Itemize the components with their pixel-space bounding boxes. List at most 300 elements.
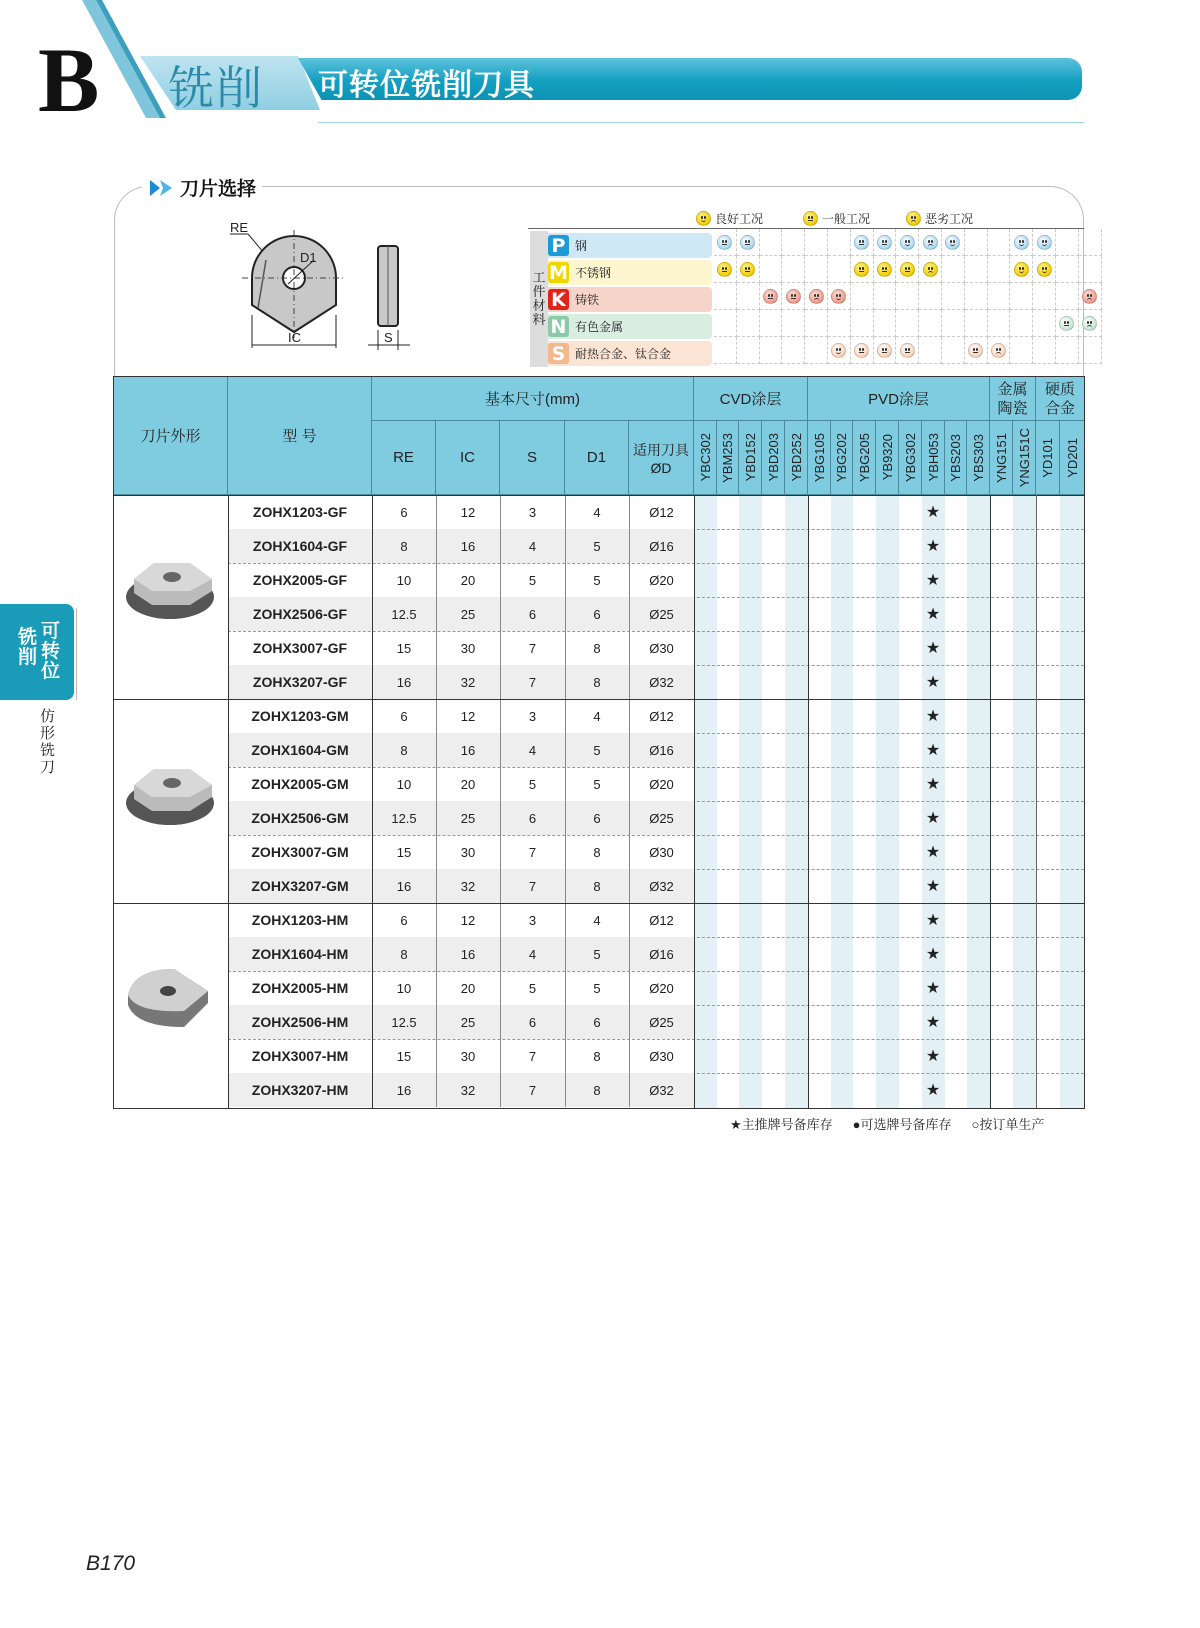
star-icon: ★: [925, 980, 941, 997]
ic-cell: 16: [460, 538, 476, 554]
col-header-grade: YBD203: [762, 421, 785, 495]
material-rating-cell: [1079, 283, 1102, 310]
material-name: 耐热合金、钛合金: [575, 347, 672, 361]
s-cell: 7: [528, 1048, 537, 1064]
material-row-m: [548, 260, 712, 285]
material-rating-cell: [737, 283, 760, 310]
re-cell: 16: [396, 1082, 412, 1098]
cell-divider: [629, 869, 630, 903]
cell-divider: [565, 665, 566, 699]
material-rating-cell: [760, 256, 783, 283]
d1-cell: 8: [593, 844, 601, 860]
material-rating-cell: [965, 310, 988, 337]
material-rating-cell: [896, 337, 919, 364]
sad-face-icon: [1082, 316, 1097, 331]
re-cell: 10: [396, 980, 412, 996]
neutral-face-icon: [740, 262, 755, 277]
cell-divider: [436, 529, 437, 563]
material-rating-cell: [805, 337, 828, 364]
col-divider: [372, 495, 373, 1108]
col-header-grade: YBG205: [853, 421, 876, 495]
cell-divider: [629, 665, 630, 699]
re-cell: 15: [396, 1048, 412, 1064]
cell-divider: [565, 1039, 566, 1073]
smile-icon: [1037, 235, 1052, 250]
col-header-grade: YBD152: [739, 421, 762, 495]
s-cell: 5: [528, 572, 537, 588]
cell-divider: [565, 699, 566, 733]
material-rating-cell: [1079, 229, 1102, 256]
col-header-grade: YBH053: [922, 421, 945, 495]
model-cell: ZOHX1203-GM: [251, 708, 349, 724]
material-name: 钢: [575, 239, 588, 253]
cell-divider: [629, 903, 630, 937]
col-header-grade: YB9320: [876, 421, 899, 495]
material-rating-cell: [896, 283, 919, 310]
col-header-grade: YD201: [1060, 421, 1084, 495]
cell-divider: [629, 699, 630, 733]
col-header-grade: YNG151C: [1013, 421, 1036, 495]
cell-divider: [436, 1039, 437, 1073]
neutral-face-icon: [763, 289, 778, 304]
material-rating-cell: [919, 229, 942, 256]
cell-divider: [629, 495, 630, 529]
col-header-grade: YBC302: [694, 421, 717, 495]
star-icon: ★: [925, 776, 941, 793]
cell-divider: [500, 971, 501, 1005]
material-rating-cell: [714, 283, 737, 310]
material-row-n: [548, 314, 712, 339]
material-rating-cell: [782, 337, 805, 364]
s-cell: 3: [528, 708, 537, 724]
cell-divider: [565, 835, 566, 869]
tool-dia-cell: Ø12: [649, 912, 674, 928]
star-icon: ★: [925, 742, 941, 759]
cell-divider: [565, 869, 566, 903]
material-code-badge: S: [548, 343, 569, 364]
material-rating-cell: [965, 256, 988, 283]
material-rating-cell: [760, 283, 783, 310]
d1-cell: 6: [593, 810, 601, 826]
material-rating-cell: [760, 310, 783, 337]
material-code-badge: M: [549, 261, 568, 284]
re-cell: 16: [396, 878, 412, 894]
material-rating-cell: [782, 310, 805, 337]
star-icon: ★: [925, 912, 941, 929]
group-divider: [114, 699, 1084, 700]
material-rating-cell: [896, 229, 919, 256]
side-tab-divider: [76, 608, 77, 700]
cell-divider: [629, 1005, 630, 1039]
legend-bad: 恶劣工况: [906, 210, 973, 227]
material-rating-cell: [737, 310, 760, 337]
material-rating-cell: [1010, 310, 1033, 337]
tool-dia-cell: Ø30: [649, 1048, 674, 1064]
ic-cell: 25: [460, 1014, 476, 1030]
re-cell: 6: [400, 708, 408, 724]
model-cell: ZOHX2506-HM: [251, 1014, 349, 1030]
material-row-s: [548, 341, 712, 366]
material-rating-cell: [851, 283, 874, 310]
material-name: 不锈钢: [575, 266, 612, 280]
footnote-legend: [730, 1114, 1044, 1133]
d1-cell: 5: [593, 946, 601, 962]
material-rating-cell: [942, 256, 965, 283]
ic-cell: 12: [460, 504, 476, 520]
re-cell: 6: [400, 504, 408, 520]
cell-divider: [565, 495, 566, 529]
tool-dia-cell: Ø20: [649, 776, 674, 792]
s-cell: 6: [528, 606, 537, 622]
s-cell: 5: [528, 980, 537, 996]
material-rating-cell: [782, 256, 805, 283]
smile-icon: [696, 211, 711, 226]
footnote-circle: ○按订单生产: [971, 1117, 1045, 1132]
material-rating-cell: [851, 256, 874, 283]
material-rating-cell: [1056, 337, 1079, 364]
col-header-grade: YBG105: [808, 421, 831, 495]
neutral-face-icon: [900, 262, 915, 277]
model-cell: ZOHX3207-GF: [252, 674, 348, 690]
star-icon: ★: [925, 1048, 941, 1065]
tool-dia-cell: Ø32: [649, 1082, 674, 1098]
material-rating-cell: [714, 337, 737, 364]
cell-divider: [436, 971, 437, 1005]
material-rating-cell: [805, 256, 828, 283]
smile-icon: [831, 289, 846, 304]
cell-divider: [629, 801, 630, 835]
material-rating-cell: [896, 256, 919, 283]
material-rating-cell: [919, 283, 942, 310]
label-s: S: [384, 330, 393, 345]
col-divider: [228, 495, 229, 1108]
material-rating-cell: [737, 256, 760, 283]
cell-divider: [565, 971, 566, 1005]
cell-divider: [436, 495, 437, 529]
cell-divider: [565, 937, 566, 971]
material-rating-cell: [1010, 229, 1033, 256]
cell-divider: [436, 869, 437, 903]
material-rating-cell: [942, 310, 965, 337]
cell-divider: [565, 1073, 566, 1107]
model-cell: ZOHX1604-HM: [251, 946, 349, 962]
cell-divider: [500, 597, 501, 631]
sad-face-icon: [923, 262, 938, 277]
neutral-face-icon: [877, 343, 892, 358]
star-icon: ★: [925, 708, 941, 725]
material-rating-cell: [965, 337, 988, 364]
material-rating-cell: [714, 310, 737, 337]
s-cell: 7: [528, 674, 537, 690]
cell-divider: [436, 835, 437, 869]
s-cell: 7: [528, 878, 537, 894]
s-cell: 3: [528, 912, 537, 928]
col-header-grade: YBD252: [785, 421, 808, 495]
cell-divider: [629, 767, 630, 801]
cell-divider: [500, 937, 501, 971]
cell-divider: [565, 563, 566, 597]
insert-drawing: [228, 220, 418, 360]
ic-cell: 20: [460, 980, 476, 996]
tool-dia-cell: Ø16: [649, 946, 674, 962]
tool-dia-cell: Ø12: [649, 504, 674, 520]
re-cell: 8: [400, 946, 408, 962]
material-rating-cell: [828, 283, 851, 310]
cell-divider: [500, 1073, 501, 1107]
page-number: B170: [86, 1552, 136, 1575]
cell-divider: [436, 903, 437, 937]
insert-image-hm: [124, 965, 216, 1031]
s-cell: 3: [528, 504, 537, 520]
neutral-face-icon: [968, 343, 983, 358]
cell-divider: [436, 767, 437, 801]
material-rating-cell: [805, 229, 828, 256]
tool-dia-cell: Ø25: [649, 810, 674, 826]
s-cell: 7: [528, 844, 537, 860]
material-rating-cell: [988, 229, 1011, 256]
cell-divider: [500, 529, 501, 563]
re-cell: 8: [400, 538, 408, 554]
col-divider: [808, 495, 809, 1108]
sad-face-icon: [906, 211, 921, 226]
material-rating-cell: [828, 337, 851, 364]
material-code-badge: P: [548, 235, 569, 256]
model-cell: ZOHX2005-GM: [251, 776, 349, 792]
cell-divider: [629, 563, 630, 597]
material-rating-cell: [1033, 229, 1056, 256]
s-cell: 4: [528, 538, 537, 554]
cell-divider: [565, 631, 566, 665]
col-header-grade: YD101: [1036, 421, 1060, 495]
col-divider: [694, 495, 695, 1108]
col-header-grade: YBS203: [945, 421, 967, 495]
material-rating-cell: [874, 310, 897, 337]
footnote-dot: ●可选牌号备库存: [852, 1117, 952, 1132]
cell-divider: [565, 903, 566, 937]
cell-divider: [500, 1039, 501, 1073]
col-divider: [1036, 495, 1037, 1108]
cell-divider: [436, 699, 437, 733]
material-rating-cell: [714, 256, 737, 283]
cell-divider: [565, 801, 566, 835]
ic-cell: 32: [460, 674, 476, 690]
cell-divider: [629, 529, 630, 563]
cell-divider: [565, 529, 566, 563]
side-tab-label-indexable: 可转位: [41, 621, 61, 682]
material-name: 铸铁: [575, 293, 600, 307]
material-rating-cell: [1010, 283, 1033, 310]
re-cell: 8: [400, 742, 408, 758]
cell-divider: [500, 835, 501, 869]
re-cell: 12.5: [391, 606, 417, 622]
cell-divider: [500, 495, 501, 529]
col-header-pvd: PVD涂层: [808, 377, 990, 421]
material-rating-cell: [1079, 256, 1102, 283]
d1-cell: 8: [593, 674, 601, 690]
col-header-shape: 刀片外形: [114, 377, 228, 495]
ic-cell: 12: [460, 912, 476, 928]
material-rating-cell: [1079, 337, 1102, 364]
model-cell: ZOHX1604-GM: [251, 742, 349, 758]
material-rating-cell: [965, 283, 988, 310]
cell-divider: [500, 801, 501, 835]
d1-cell: 8: [593, 640, 601, 656]
cell-divider: [629, 631, 630, 665]
cell-divider: [436, 631, 437, 665]
model-cell: ZOHX2506-GM: [251, 810, 349, 826]
star-icon: ★: [925, 1082, 941, 1099]
neutral-face-icon: [803, 211, 818, 226]
cell-divider: [500, 767, 501, 801]
d1-cell: 4: [593, 504, 601, 520]
material-rating-cell: [851, 310, 874, 337]
col-header-carbide: 硬质 合金: [1036, 377, 1084, 421]
model-cell: ZOHX1604-GF: [252, 538, 348, 554]
material-rating-cell: [1056, 229, 1079, 256]
model-cell: ZOHX2506-GF: [252, 606, 348, 622]
material-rating-cell: [1079, 310, 1102, 337]
insert-table: [113, 376, 1085, 1109]
cell-divider: [629, 971, 630, 1005]
tool-dia-cell: Ø25: [649, 1014, 674, 1030]
col-header-tool-dia: 适用刀具 ØD: [629, 421, 694, 495]
re-cell: 10: [396, 776, 412, 792]
ic-cell: 25: [460, 606, 476, 622]
material-rating-cell: [919, 337, 942, 364]
ic-cell: 16: [460, 742, 476, 758]
star-icon: ★: [925, 946, 941, 963]
material-rating-cell: [874, 256, 897, 283]
star-icon: ★: [925, 878, 941, 895]
star-icon: ★: [925, 674, 941, 691]
d1-cell: 6: [593, 606, 601, 622]
section-title-text: 刀片选择: [180, 179, 257, 200]
label-d1: D1: [300, 250, 317, 265]
model-cell: ZOHX2005-GF: [252, 572, 348, 588]
material-rating-cell: [851, 337, 874, 364]
material-rating-cell: [1056, 256, 1079, 283]
sad-face-icon: [809, 289, 824, 304]
star-icon: ★: [925, 572, 941, 589]
material-rating-cell: [828, 256, 851, 283]
material-rating-cell: [988, 337, 1011, 364]
tool-dia-cell: Ø20: [649, 572, 674, 588]
material-rating-cell: [1056, 310, 1079, 337]
col-header-s: S: [500, 421, 565, 495]
sad-face-icon: [991, 343, 1006, 358]
cell-divider: [565, 1005, 566, 1039]
material-rating-cell: [851, 229, 874, 256]
neutral-face-icon: [1059, 316, 1074, 331]
material-row-p: [548, 233, 712, 258]
cell-divider: [436, 937, 437, 971]
footnote-star: ★主推牌号备库存: [730, 1117, 833, 1132]
model-cell: ZOHX1203-GF: [252, 504, 348, 520]
material-rating-cell: [1033, 256, 1056, 283]
col-header-ic: IC: [436, 421, 500, 495]
material-rating-cell: [737, 337, 760, 364]
re-cell: 12.5: [391, 810, 417, 826]
material-rating-cell: [805, 283, 828, 310]
material-rating-cell: [760, 229, 783, 256]
material-rating-cell: [1010, 256, 1033, 283]
s-cell: 6: [528, 810, 537, 826]
ic-cell: 12: [460, 708, 476, 724]
d1-cell: 5: [593, 776, 601, 792]
material-rating-cell: [760, 337, 783, 364]
re-cell: 10: [396, 572, 412, 588]
star-icon: ★: [925, 606, 941, 623]
tool-dia-cell: Ø12: [649, 708, 674, 724]
material-code-badge: N: [548, 316, 569, 337]
ic-cell: 30: [460, 844, 476, 860]
material-rating-cell: [828, 229, 851, 256]
tool-dia-cell: Ø32: [649, 674, 674, 690]
ic-cell: 16: [460, 946, 476, 962]
smile-icon: [1014, 262, 1029, 277]
material-rating-cell: [1033, 283, 1056, 310]
star-icon: ★: [925, 844, 941, 861]
side-tab-label-milling: 铣削: [18, 627, 38, 668]
cell-divider: [500, 665, 501, 699]
cell-divider: [629, 835, 630, 869]
neutral-face-icon: [854, 235, 869, 250]
legend-good: 良好工况: [696, 210, 763, 227]
model-cell: ZOHX3207-HM: [251, 1082, 349, 1098]
cell-divider: [500, 869, 501, 903]
cell-divider: [500, 631, 501, 665]
material-rating-cell: [988, 310, 1011, 337]
tool-dia-cell: Ø20: [649, 980, 674, 996]
insert-image-gf: [124, 555, 216, 621]
star-icon: ★: [925, 538, 941, 555]
material-rating-cell: [1033, 310, 1056, 337]
header-divider: [114, 495, 1084, 496]
neutral-face-icon: [740, 235, 755, 250]
col-header-grade: YBG302: [899, 421, 922, 495]
cell-divider: [436, 801, 437, 835]
neutral-face-icon: [900, 343, 915, 358]
tool-dia-cell: Ø16: [649, 538, 674, 554]
col-header-dims: 基本尺寸(mm): [372, 377, 694, 421]
tool-dia-cell: Ø32: [649, 878, 674, 894]
s-cell: 4: [528, 946, 537, 962]
col-header-grade: YBG202: [831, 421, 853, 495]
material-rating-cell: [1033, 337, 1056, 364]
ic-cell: 32: [460, 878, 476, 894]
header-underline: [318, 122, 1084, 123]
ic-cell: 20: [460, 776, 476, 792]
d1-cell: 8: [593, 1082, 601, 1098]
s-cell: 4: [528, 742, 537, 758]
cell-divider: [565, 767, 566, 801]
category-title: 可转位铣削刀具: [318, 69, 535, 102]
neutral-face-icon: [877, 235, 892, 250]
cell-divider: [629, 597, 630, 631]
material-rating-cell: [988, 283, 1011, 310]
tool-dia-cell: Ø30: [649, 844, 674, 860]
smile-icon: [1014, 235, 1029, 250]
re-cell: 6: [400, 912, 408, 928]
col-divider: [990, 495, 991, 1108]
material-rating-cell: [874, 283, 897, 310]
model-cell: ZOHX3007-HM: [251, 1048, 349, 1064]
neutral-face-icon: [717, 235, 732, 250]
material-side-label: 工件材料: [530, 231, 548, 367]
material-rating-cell: [1056, 283, 1079, 310]
col-header-re: RE: [372, 421, 436, 495]
material-rating-cell: [1010, 337, 1033, 364]
